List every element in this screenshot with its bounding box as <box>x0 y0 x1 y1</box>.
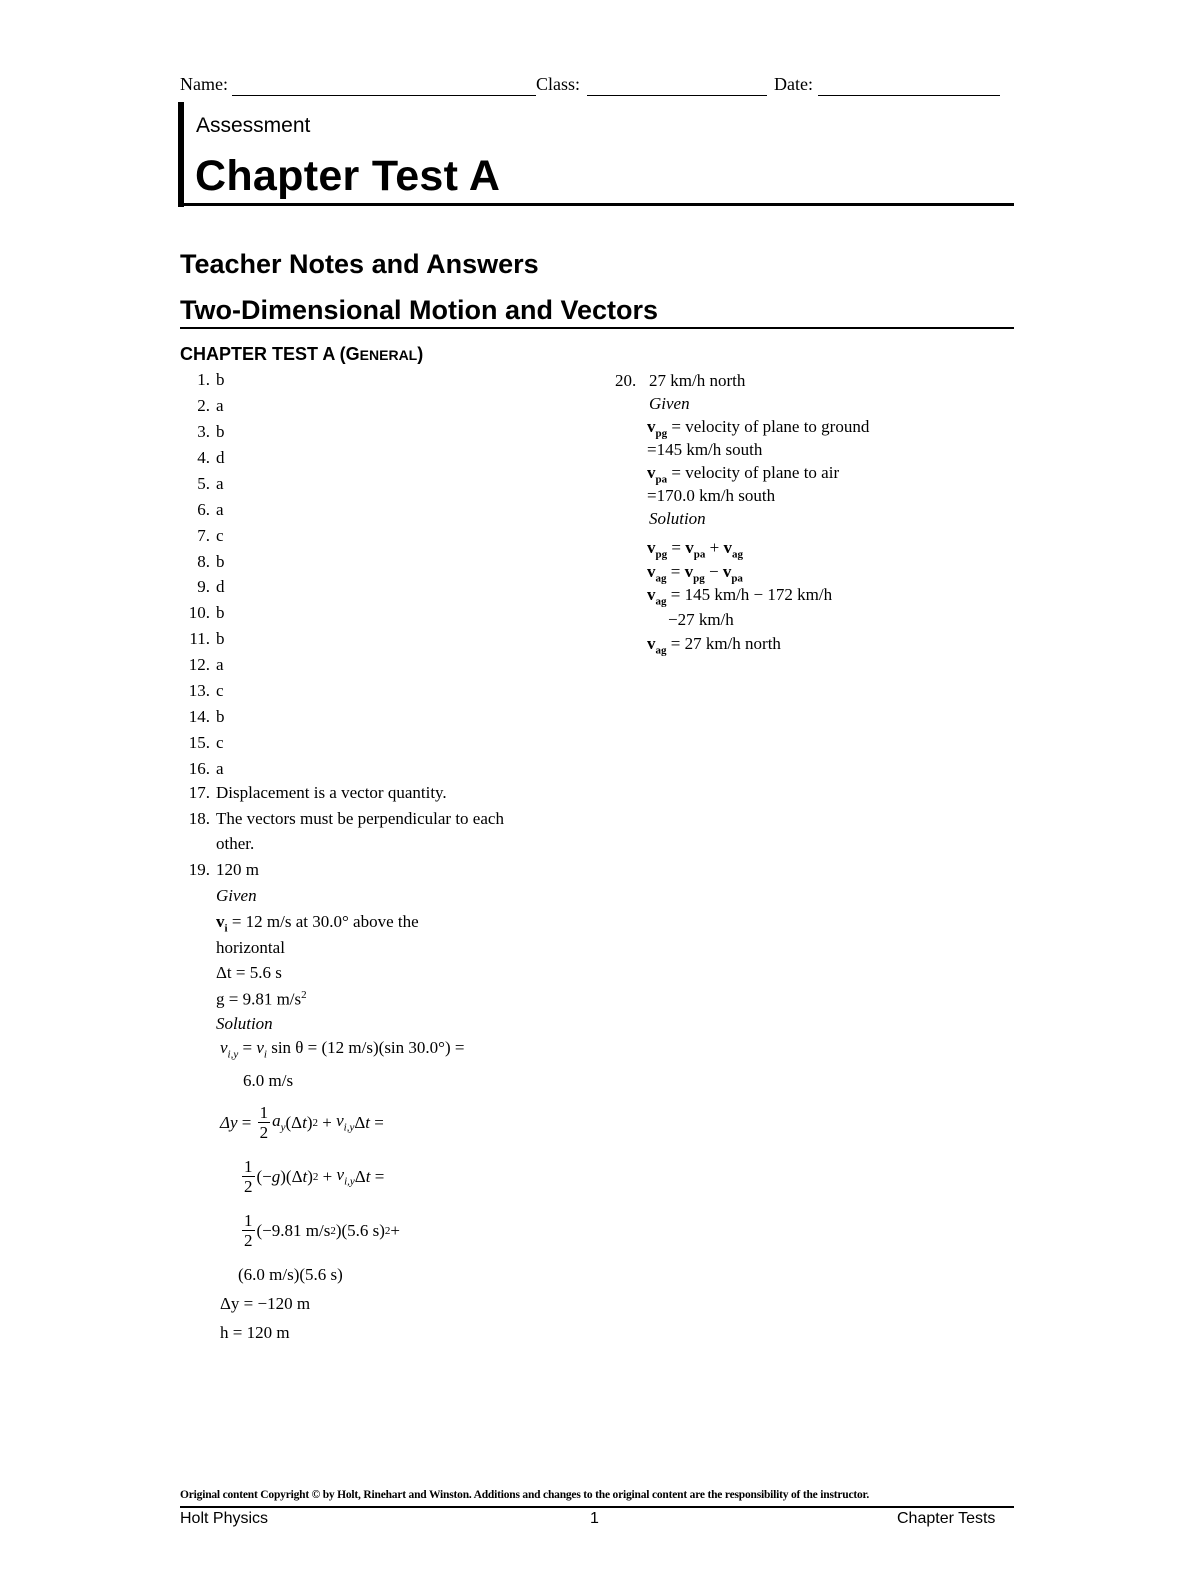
date-line[interactable] <box>818 95 1000 96</box>
banner-rule <box>178 203 1014 206</box>
list-item: 12. a <box>188 655 224 674</box>
list-item: 3. b <box>197 422 225 441</box>
q19-given-label: Given <box>216 886 257 905</box>
q19-eq-h: h = 120 m <box>220 1323 290 1342</box>
list-item: 17. Displacement is a vector quantity. <box>188 783 447 802</box>
list-item: 9. d <box>197 577 225 596</box>
list-item: 10. b <box>188 603 225 622</box>
q19-given-dt: Δt = 5.6 s <box>216 963 282 982</box>
footer-copyright: Original content Copyright © by Holt, Rinehart and Winston. Additions and changes to the original content are the responsibility of the instructor. <box>180 1489 870 1501</box>
q19-solution-label: Solution <box>216 1014 273 1033</box>
q20-given-vpg-value: =145 km/h south <box>647 440 763 459</box>
q19-eq-dy-step3: $\frac{1}{2}$ (−9.81 m/s 2 )(5.6 s) 2 + <box>244 1211 401 1250</box>
list-item: 13. c <box>188 681 224 700</box>
list-item: 1. b <box>197 370 225 389</box>
q19-eq-dy-result: Δy = −120 m <box>220 1294 311 1313</box>
chapter-subhead <box>180 344 423 365</box>
q20-given-vpg: $v_{pg}$ = velocity of plane to ground <box>647 417 870 440</box>
q20-eq-4: $v_{ag} = 27$ km/h north <box>647 634 781 657</box>
list-item: 7. c <box>197 526 224 545</box>
q19-eq-dy: Δy = $\frac{1}{2}$ $a_y$ (Δ t ) 2 + $v_{i,y}$ Δ t = <box>220 1103 384 1142</box>
q19-number: 19. <box>188 860 210 879</box>
list-item: 5. a <box>197 474 224 493</box>
class-line[interactable] <box>587 95 767 96</box>
subhead-small: ENERAL <box>359 347 418 363</box>
q19-eq-viy-result: 6.0 m/s <box>243 1071 294 1090</box>
list-item: 11. b <box>189 629 225 648</box>
list-item: 6. a <box>197 500 224 519</box>
subhead-close: ) <box>417 344 424 364</box>
list-item: 15. c <box>188 733 224 752</box>
class-label: Class: <box>536 74 581 94</box>
q20-eq-2: $v_{ag} = v_{pg} - v_{pa}$ <box>647 562 743 585</box>
q20-given-vpa-value: =170.0 km/h south <box>647 486 776 505</box>
q20-eq-3: $v_{ag} = 145$ km/h − 172 km/h <box>647 585 833 608</box>
q20-eq-3-cont: −27 km/h <box>668 610 734 629</box>
section-title-topic: Two-Dimensional Motion and Vectors <box>180 295 659 325</box>
q19-eq-dy-step2: $\frac{1}{2}$ (− g )(Δ t ) 2 + $v_{i,y}$ Δ t = <box>244 1157 385 1196</box>
list-item: 4. d <box>197 448 225 467</box>
banner-left-bar <box>178 102 184 207</box>
list-item: 14. b <box>188 707 225 726</box>
section-rule <box>180 327 1014 329</box>
name-label: Name: <box>180 74 228 94</box>
name-line[interactable] <box>232 95 536 96</box>
footer-right: Chapter Tests <box>897 1510 996 1527</box>
footer-rule <box>180 1506 1014 1508</box>
answer-list-left <box>180 370 600 850</box>
q20-answer: 27 km/h north <box>649 371 746 390</box>
section-title-notes: Teacher Notes and Answers <box>180 249 539 279</box>
footer-left: Holt Physics <box>180 1510 269 1527</box>
q19-given-vi-cont: horizontal <box>216 938 285 957</box>
q19-eq-viy: $v_{i,y} = v_i$ sin θ = (12 m/s)(sin 30.0°) = <box>220 1038 465 1061</box>
q20-given-vpa: $v_{pa}$ = velocity of plane to air <box>647 463 840 486</box>
q20-solution-label: Solution <box>649 509 706 528</box>
list-item: 18. The vectors must be perpendicular to each <box>188 809 504 828</box>
q20-eq-1: $v_{pg} = v_{pa} + v_{ag}$ <box>647 538 743 561</box>
q19-answer: 120 m <box>216 860 259 879</box>
list-item: 8. b <box>197 552 225 571</box>
list-item: 16. a <box>188 759 224 778</box>
subhead-main: CHAPTER TEST A (G <box>180 344 360 364</box>
q19-given-g: g = 9.81 $m/s^2$ <box>216 989 307 1009</box>
q19-eq-dy-step4: (6.0 m/s)(5.6 s) <box>238 1265 343 1284</box>
banner-title: Chapter Test A <box>195 152 501 200</box>
answer-18-continuation: other. <box>216 834 255 853</box>
q19-given-vi: $v_i = 12$ m/s at 30.0° above the <box>216 912 419 935</box>
q20-number: 20. <box>615 371 637 390</box>
q20-given-label: Given <box>649 394 690 413</box>
date-label: Date: <box>774 74 813 94</box>
banner-kicker: Assessment <box>196 114 311 137</box>
page-number: 1 <box>590 1510 599 1527</box>
list-item: 2. a <box>197 396 224 415</box>
